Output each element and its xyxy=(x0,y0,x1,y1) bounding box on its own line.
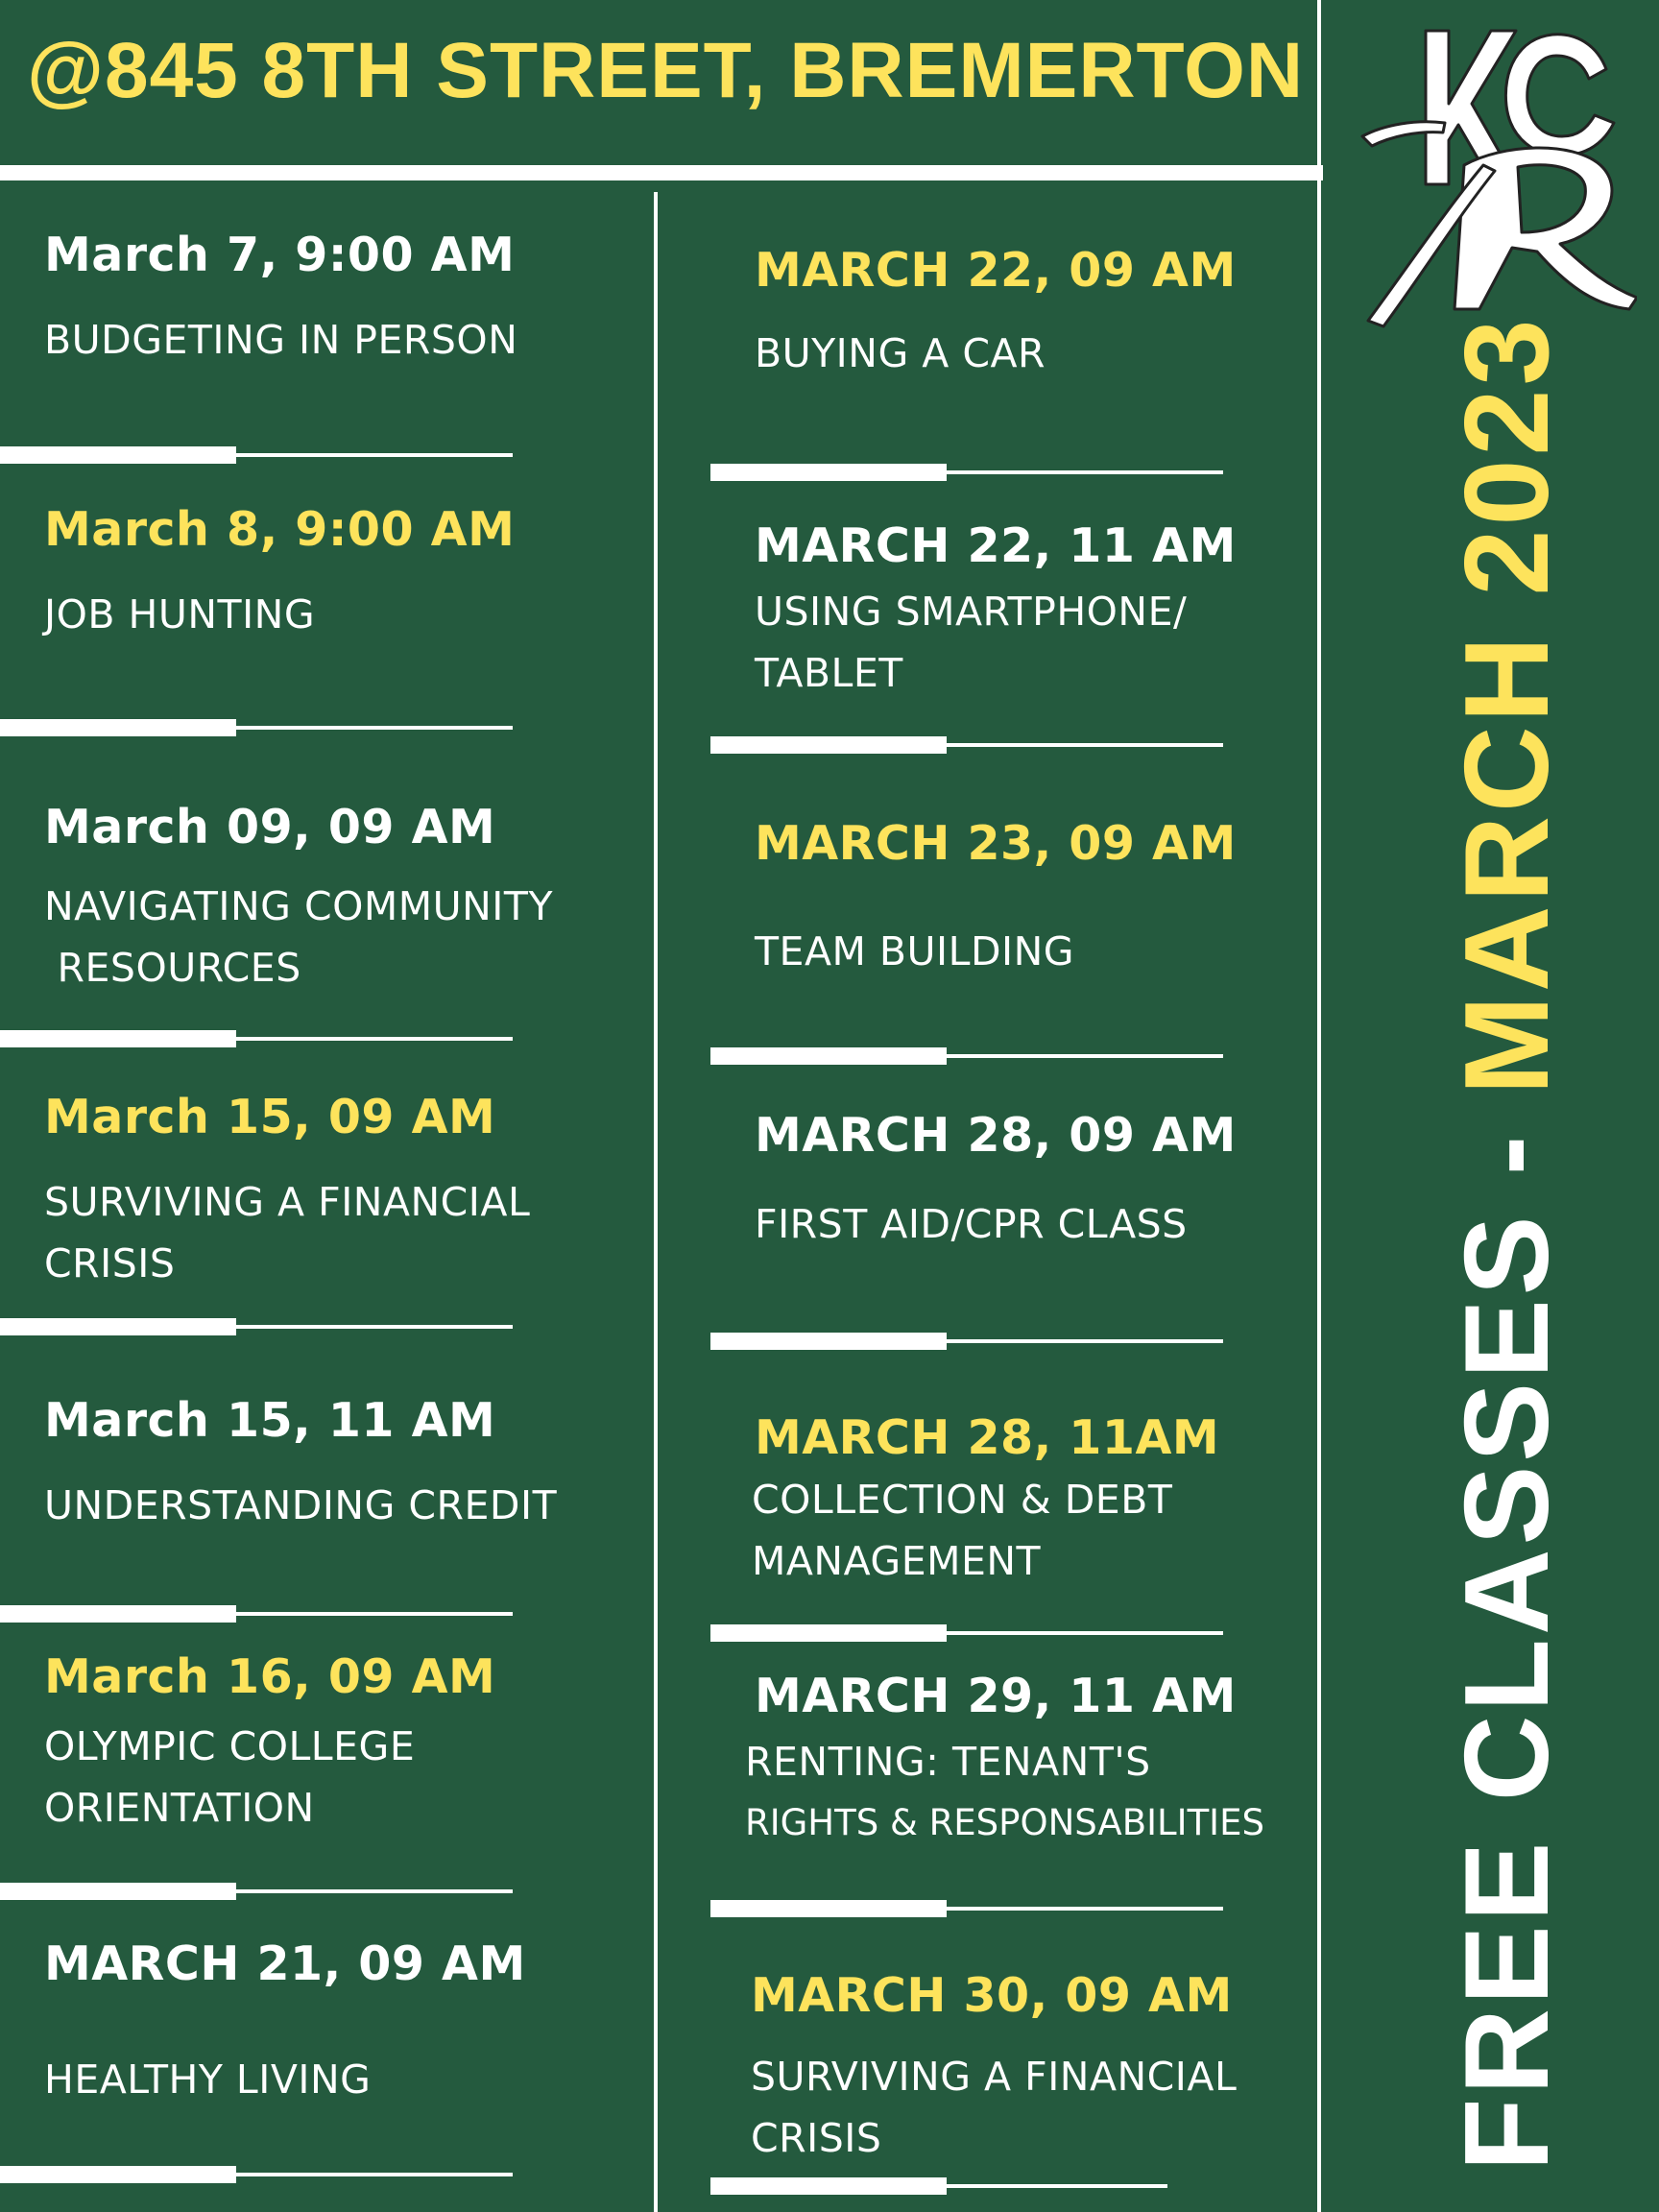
event-title-line: SURVIVING A FINANCIAL xyxy=(751,2054,1238,2100)
event-title-line: RIGHTS & RESPONSABILITIES xyxy=(745,1802,1264,1843)
event-title xyxy=(44,1475,557,1536)
side-title-part2: MARCH 2023 xyxy=(1441,315,1574,1095)
event-title xyxy=(751,2046,1237,2169)
side-title xyxy=(1440,316,1575,2172)
top-divider xyxy=(0,165,1323,180)
event-title xyxy=(44,1716,495,1839)
event-title xyxy=(44,1171,530,1294)
event-item xyxy=(44,1936,526,2110)
event-title-line: UNDERSTANDING CREDIT xyxy=(44,1482,558,1528)
event-title-line: SURVIVING A FINANCIAL xyxy=(44,1179,531,1225)
event-title xyxy=(752,1469,1219,1592)
event-item xyxy=(44,501,515,645)
event-title-line: BUYING A CAR xyxy=(755,330,1046,376)
event-item xyxy=(44,227,517,371)
event-title-line: HEALTHY LIVING xyxy=(44,2056,372,2103)
event-title-line: CRISIS xyxy=(44,1240,176,1286)
event-title-line: CRISIS xyxy=(751,2115,882,2161)
event-item xyxy=(755,517,1237,704)
event-date: MARCH 23, 09 AM xyxy=(755,816,1237,871)
side-panel-divider xyxy=(1317,0,1321,2212)
event-title-line: RENTING: TENANT'S xyxy=(745,1739,1151,1785)
event-item xyxy=(755,815,1237,982)
event-date: MARCH 28, 09 AM xyxy=(755,1108,1237,1163)
event-title-line: NAVIGATING COMMUNITY xyxy=(44,883,553,929)
event-title xyxy=(44,2049,526,2110)
event-title-line: TABLET xyxy=(755,650,903,696)
address-heading: @845 8TH STREET, BREMERTON xyxy=(27,27,1305,114)
event-title-line: COLLECTION & DEBT xyxy=(752,1477,1173,1523)
event-title xyxy=(44,584,515,645)
column-divider xyxy=(654,192,658,2212)
event-title-line: FIRST AID/CPR CLASS xyxy=(755,1201,1188,1247)
event-date: MARCH 21, 09 AM xyxy=(44,1936,526,1991)
event-title xyxy=(745,1731,1264,1854)
event-date: MARCH 22, 09 AM xyxy=(755,243,1237,298)
event-title-line: JOB HUNTING xyxy=(44,591,316,637)
event-date: MARCH 28, 11AM xyxy=(755,1410,1220,1465)
event-item xyxy=(44,799,553,998)
event-title xyxy=(755,921,1237,982)
event-title xyxy=(44,876,553,998)
event-title-line: TEAM BUILDING xyxy=(755,928,1075,974)
event-title xyxy=(755,323,1237,384)
event-item xyxy=(44,1648,495,1839)
event-date: March 15, 09 AM xyxy=(44,1090,496,1144)
event-date: March 15, 11 AM xyxy=(44,1393,496,1448)
event-date: March 8, 9:00 AM xyxy=(44,502,516,557)
event-title xyxy=(755,1193,1237,1255)
event-title-line: RESOURCES xyxy=(44,945,301,991)
event-item xyxy=(755,242,1237,384)
event-item xyxy=(751,1967,1237,2169)
event-title-line: USING SMARTPHONE/ xyxy=(755,589,1188,635)
event-title xyxy=(755,581,1237,704)
event-date: March 16, 09 AM xyxy=(44,1649,496,1704)
event-date: MARCH 22, 11 AM xyxy=(755,518,1237,573)
event-title-line: BUDGETING IN PERSON xyxy=(44,317,518,363)
event-item xyxy=(44,1392,557,1536)
event-title-line: ORIENTATION xyxy=(44,1785,315,1831)
event-item xyxy=(745,1668,1264,1854)
side-title-part1: FREE CLASSES - xyxy=(1441,1094,1574,2172)
event-title-line: OLYMPIC COLLEGE xyxy=(44,1723,416,1769)
event-date: MARCH 29, 11 AM xyxy=(755,1669,1237,1723)
event-title-line: MANAGEMENT xyxy=(752,1538,1042,1584)
event-item xyxy=(755,1107,1237,1255)
event-date: MARCH 30, 09 AM xyxy=(751,1968,1233,2023)
event-date: March 09, 09 AM xyxy=(44,800,496,854)
event-item xyxy=(752,1409,1220,1592)
event-title xyxy=(44,309,517,371)
event-item xyxy=(44,1089,530,1294)
event-date: March 7, 9:00 AM xyxy=(44,228,516,282)
